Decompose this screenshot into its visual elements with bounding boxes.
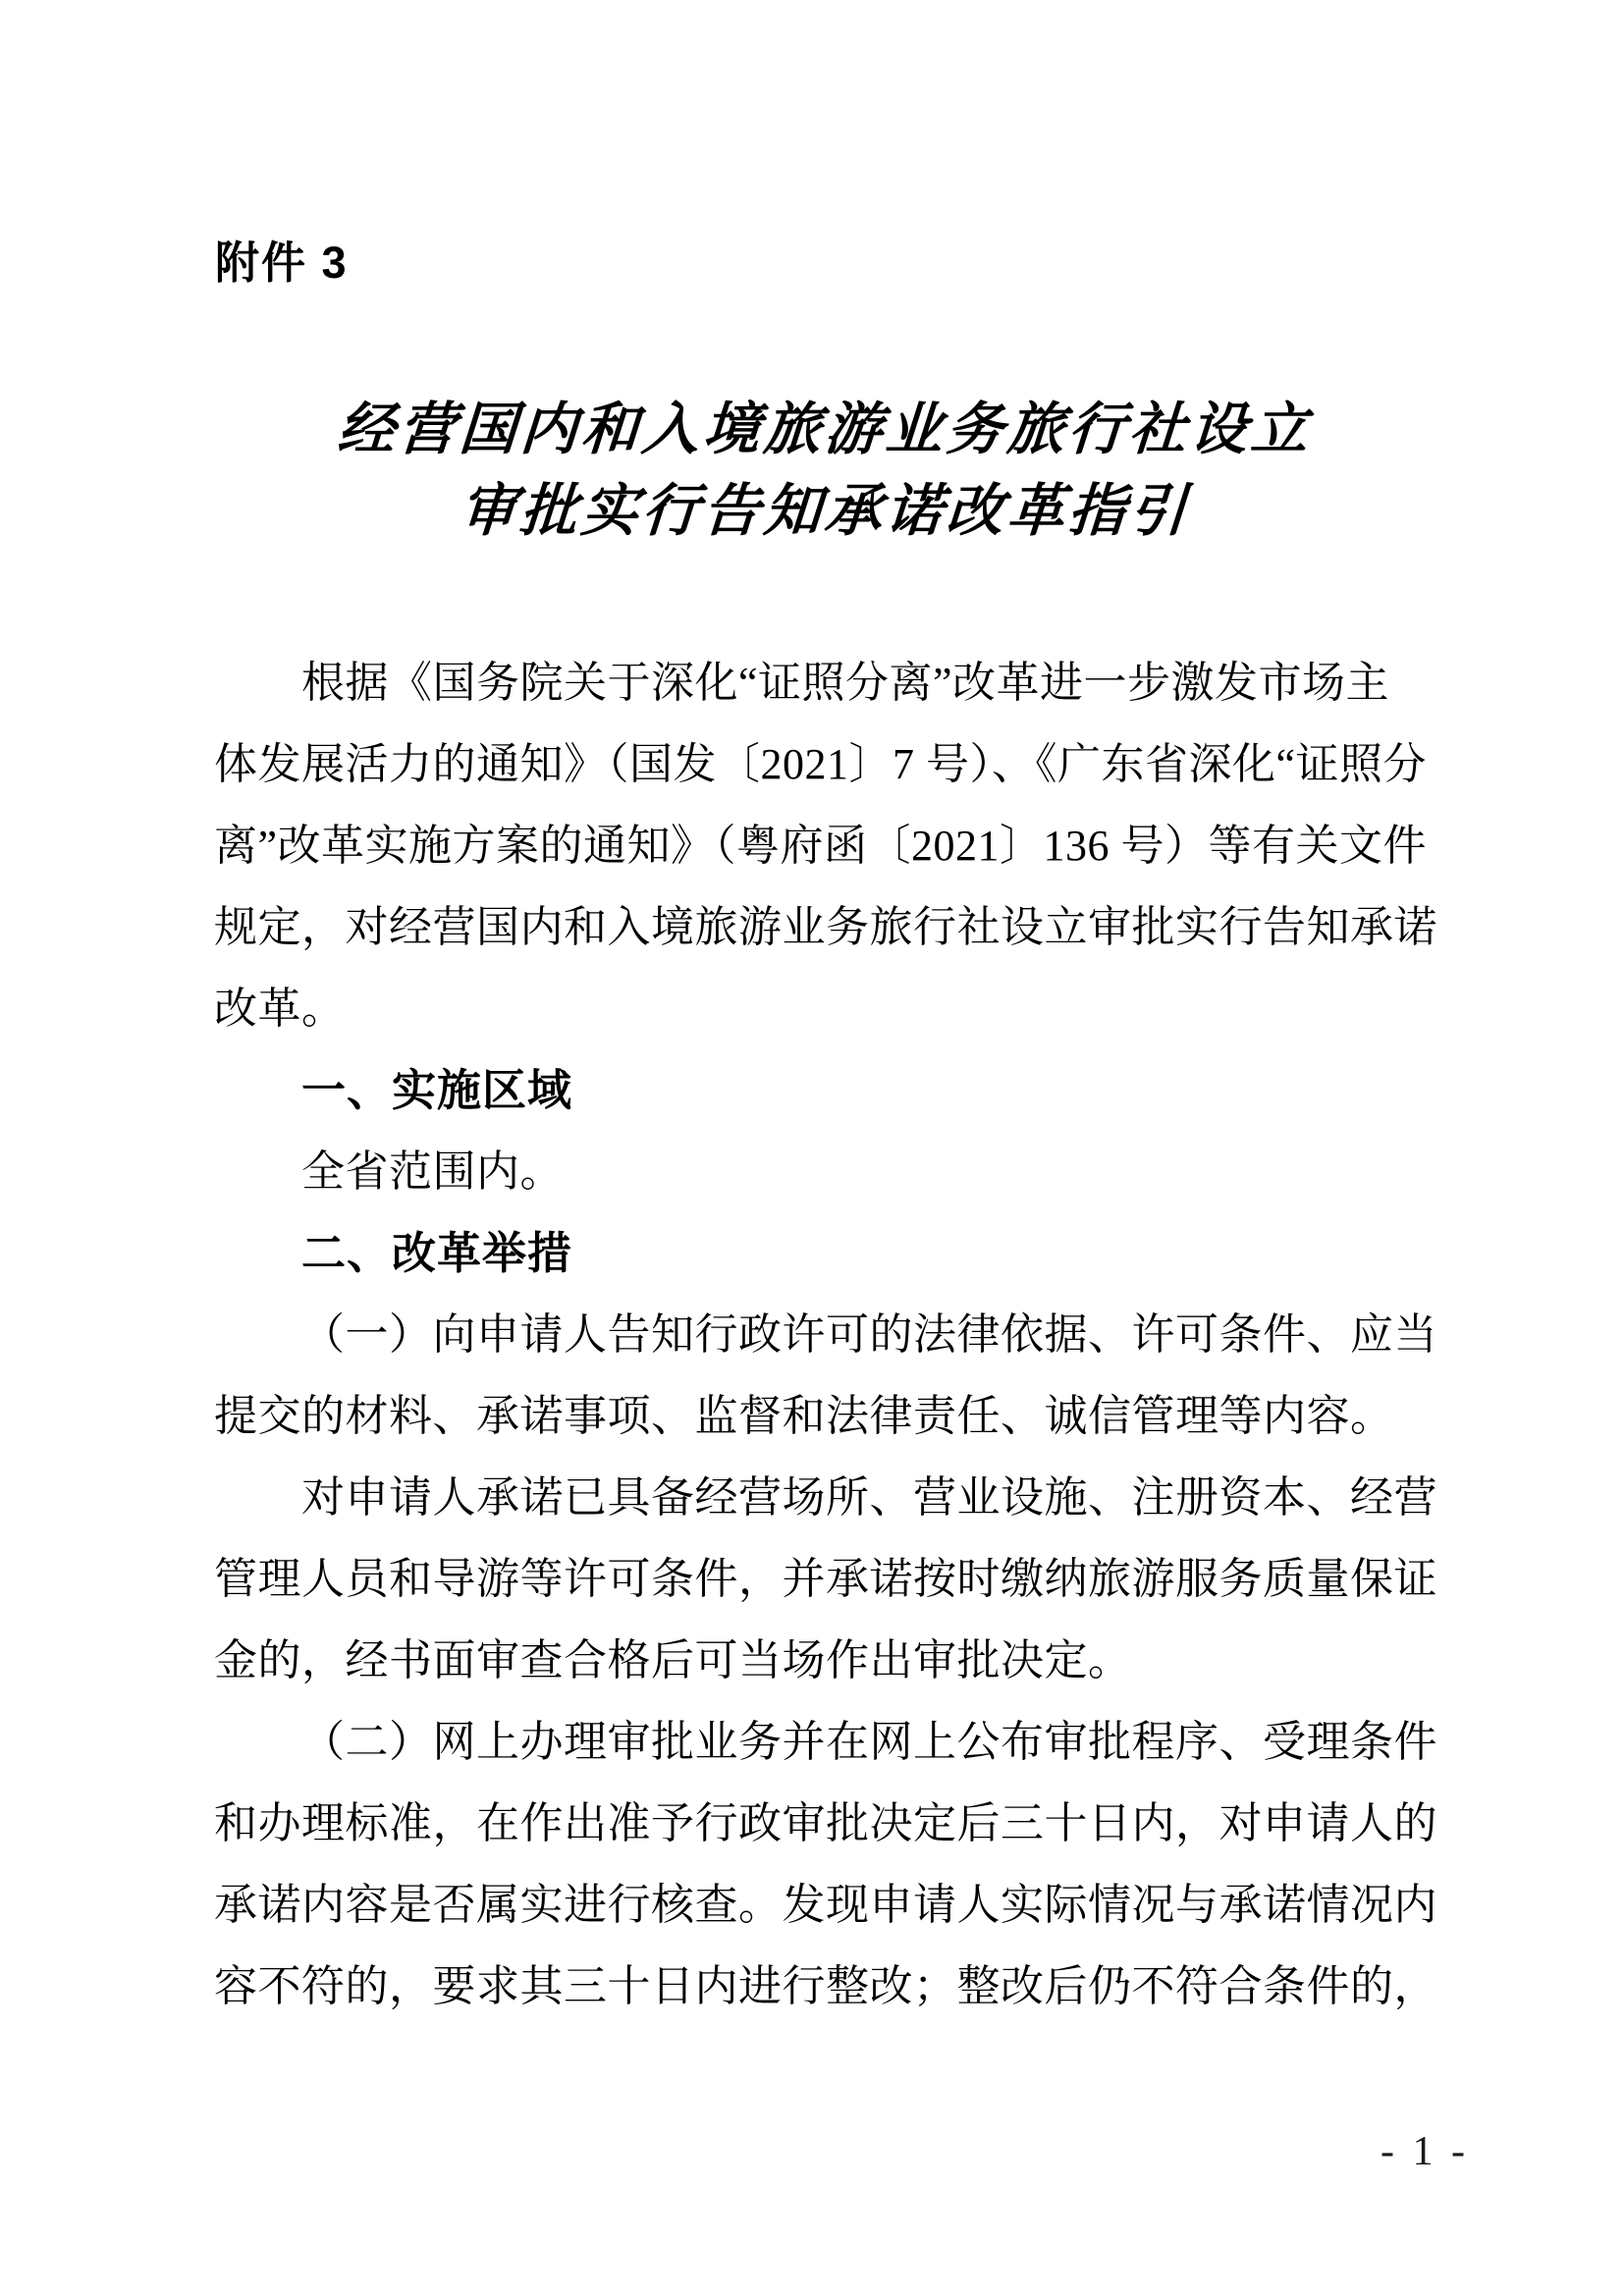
page-number: - 1 - <box>1380 2129 1469 2174</box>
document-title-line-1: 经营国内和入境旅游业务旅行社设立 <box>335 396 1315 462</box>
text-line: 根据《国务院关于深化“证照分离”改革进一步激发市场主 <box>301 659 1390 707</box>
document-title <box>214 389 1435 552</box>
text-line: 提交的材料、承诺事项、监督和法律责任、诚信管理等内容。 <box>214 1392 1394 1440</box>
text-line: 和办理标准，在作出准予行政审批决定后三十日内，对申请人的 <box>214 1799 1437 1847</box>
text-line: 规定，对经营国内和入境旅游业务旅行社设立审批实行告知承诺 <box>214 903 1437 951</box>
section-heading-1: 一、实施区域 <box>301 1065 573 1115</box>
text-line: 容不符的，要求其三十日内进行整改；整改后仍不符合条件的， <box>214 1962 1437 2010</box>
document-body <box>214 642 1437 2027</box>
text-line: 改革。 <box>214 985 346 1033</box>
text-line: 金的，经书面审查合格后可当场作出审批决定。 <box>214 1636 1132 1684</box>
text-line: 承诺内容是否属实进行核查。发现申请人实际情况与承诺情况内 <box>214 1881 1437 1929</box>
text-line: （二）网上办理审批业务并在网上公布审批程序、受理条件 <box>301 1718 1437 1766</box>
text-line: 体发展活力的通知》（国发〔2021〕7 号）、《广东省深化“证照分 <box>214 740 1428 788</box>
document-title-line-2: 审批实行告知承诺改革指引 <box>457 477 1193 544</box>
section-heading-2: 二、改革举措 <box>301 1228 573 1278</box>
text-line: 全省范围内。 <box>301 1148 564 1196</box>
text-line: 离”改革实施方案的通知》（粤府函〔2021〕136 号）等有关文件 <box>214 822 1428 870</box>
attachment-label: 附件 3 <box>215 238 349 288</box>
text-line: 管理人员和导游等许可条件，并承诺按时缴纳旅游服务质量保证 <box>214 1555 1437 1603</box>
text-line: （一）向申请人告知行政许可的法律依据、许可条件、应当 <box>301 1310 1437 1359</box>
text-line: 对申请人承诺已具备经营场所、营业设施、注册资本、经营 <box>301 1473 1437 1522</box>
